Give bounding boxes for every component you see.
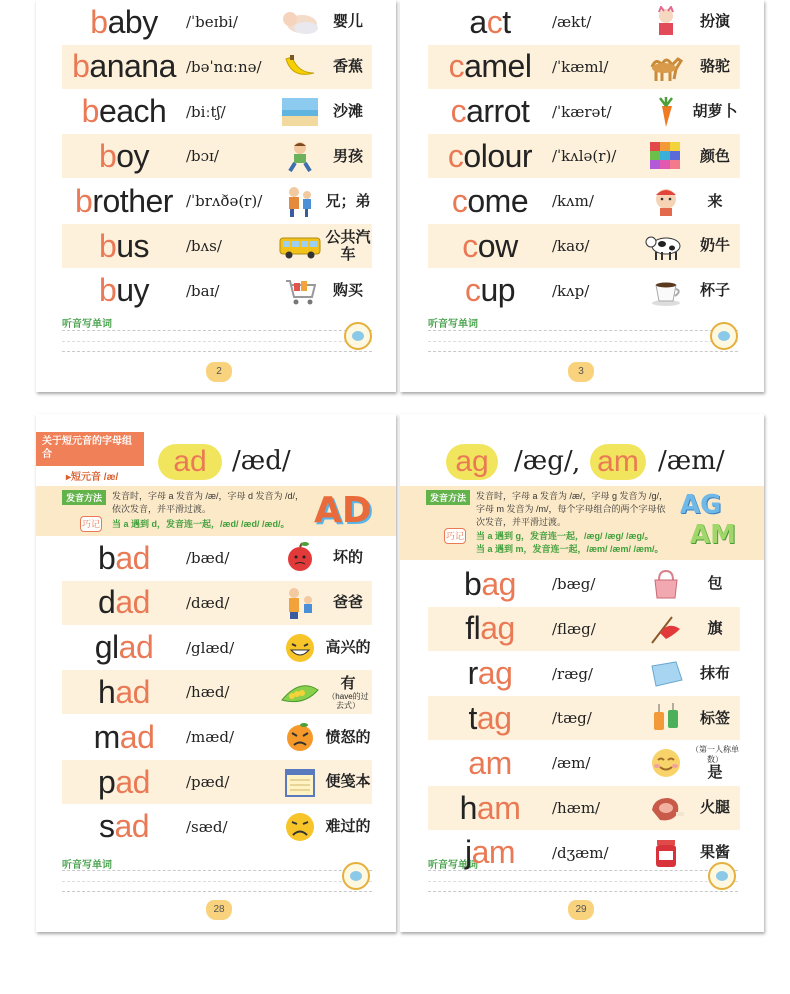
meaning-text: 男孩 [332, 147, 363, 165]
word-prefix: b [98, 539, 116, 576]
chinese-meaning [690, 665, 740, 682]
phonetic: /ˈkæml/ [552, 57, 609, 76]
word-suffix: rother [92, 182, 173, 219]
listen-write-label: 听音写单词 [428, 860, 478, 871]
phonetic: /bɔɪ/ [186, 147, 219, 166]
meaning-text: 旗 [707, 620, 723, 638]
meaning-text: 抹布 [699, 664, 730, 682]
meaning-text: 来 [707, 192, 723, 210]
word-highlight: ad [114, 808, 150, 845]
combo-phonetic-ag: /æg/ [514, 446, 573, 476]
chinese-meaning [324, 193, 372, 210]
word-suffix: arrot [466, 93, 530, 130]
phonetic: /ˈkærət/ [552, 102, 612, 121]
page-29 [400, 414, 764, 932]
meaning-text: 便笺本 [325, 773, 371, 791]
word-row [428, 269, 740, 313]
phonetic: /mæd/ [186, 728, 235, 747]
word-highlight: ad [115, 539, 150, 576]
word-prefix: p [98, 763, 116, 800]
meaning-text: 有 [340, 674, 356, 692]
phonetic: /ræg/ [552, 664, 593, 683]
chinese-meaning [690, 193, 740, 210]
word [62, 4, 186, 41]
word-highlight: am [471, 834, 516, 871]
ham-icon [642, 789, 690, 827]
method-text: 发音时，字母 a 发音为 /æ/，字母 d 发音为 /d/，依次发音，并平滑过渡。 [112, 491, 305, 514]
phonetic: /kaʊ/ [552, 237, 590, 255]
bus-icon [276, 227, 324, 265]
word-highlight: am [468, 744, 512, 781]
chinese-meaning [690, 148, 740, 165]
chinese-meaning [324, 818, 372, 835]
word-highlight: b [98, 272, 117, 309]
word [428, 610, 552, 647]
word-row [428, 90, 740, 134]
tip-icon: 巧记 [80, 516, 102, 532]
word-highlight: b [72, 48, 90, 85]
chinese-meaning [324, 639, 372, 656]
letter-combo-pill [158, 444, 222, 480]
word-row [428, 696, 740, 740]
word [62, 228, 186, 265]
word-row [62, 269, 372, 313]
chinese-meaning [690, 58, 740, 75]
meaning-text: 杯子 [699, 282, 730, 300]
meaning-text: 公共汽车 [325, 228, 371, 263]
phonetic: /ˈbeɪbi/ [186, 13, 238, 31]
word-highlight: b [90, 3, 108, 40]
boy-icon [276, 137, 324, 175]
phonetic: /flæg/ [552, 619, 596, 638]
chinese-meaning [324, 773, 372, 790]
am-bubble-letters: AM [690, 520, 736, 550]
word-row [62, 179, 372, 223]
word-suffix: olour [463, 137, 533, 174]
word-suffix: up [480, 272, 516, 309]
chinese-meaning [690, 13, 740, 30]
writing-lines [62, 870, 372, 892]
word-suffix: t [502, 3, 511, 40]
word-highlight: b [98, 137, 117, 174]
word-row [62, 670, 372, 714]
word-row [428, 607, 740, 651]
banana-icon [276, 48, 324, 86]
word-row [62, 626, 372, 670]
phonetic: /hæd/ [186, 683, 230, 702]
word-row [428, 562, 740, 606]
phonetic: /ˈkʌlə(r)/ [552, 147, 617, 166]
phonetic: /baɪ/ [186, 281, 220, 300]
word-highlight: b [81, 93, 99, 130]
chinese-meaning [690, 745, 740, 781]
word-suffix: ow [477, 227, 518, 264]
comma: , [572, 448, 581, 478]
combo-phonetic-am: /æm/ [658, 446, 725, 476]
page-number: 2 [206, 362, 232, 382]
letter-combo-pill-ag [446, 444, 498, 480]
phonetic: /kʌp/ [552, 281, 590, 300]
word-highlight: ad [115, 673, 150, 710]
cow-icon [642, 227, 690, 265]
combo-letters: am [597, 445, 639, 478]
meaning-note: （have的过去式） [327, 691, 369, 711]
word [62, 674, 186, 711]
meaning-text: 颜色 [699, 147, 730, 165]
combo-phonetic: /æd/ [232, 446, 291, 476]
chinese-meaning [690, 710, 740, 727]
brothers-icon [276, 182, 324, 220]
page-3 [400, 0, 764, 392]
word-highlight: c [464, 272, 481, 309]
rag-icon [642, 655, 690, 693]
word-row [62, 581, 372, 625]
word-row [62, 45, 372, 89]
word-highlight: am [476, 789, 521, 826]
chinese-meaning [324, 729, 372, 746]
word-prefix: gl [94, 629, 119, 666]
meaning-text: 火腿 [699, 799, 730, 817]
phonetic: /kʌm/ [552, 192, 594, 211]
word [428, 93, 552, 130]
word [428, 272, 552, 309]
word-suffix: amel [464, 48, 532, 85]
meaning-text: 包 [707, 575, 723, 593]
mascot-badge-icon [342, 862, 370, 890]
word-prefix: fl [465, 610, 481, 647]
word-row [62, 134, 372, 178]
word-row [428, 45, 740, 89]
meaning-text: 购买 [332, 282, 363, 300]
phonetic: /æm/ [552, 754, 591, 773]
meaning-text: 爸爸 [332, 594, 363, 612]
word [62, 183, 186, 220]
word [428, 566, 552, 603]
word-prefix: a [469, 3, 487, 40]
word [428, 228, 552, 265]
chinese-meaning [324, 103, 372, 120]
word-prefix: r [467, 655, 478, 692]
camel-icon [642, 48, 690, 86]
chinese-meaning [690, 237, 740, 254]
word-prefix: b [464, 565, 482, 602]
chinese-meaning [690, 799, 740, 816]
flag-icon [642, 610, 690, 648]
meaning-text: 扮演 [699, 13, 730, 31]
word [62, 764, 186, 801]
word-prefix: t [468, 699, 477, 736]
listen-write-label: 听音写单词 [62, 860, 112, 871]
word [62, 138, 186, 175]
phonetic: /pæd/ [186, 773, 230, 791]
word-highlight: c [448, 48, 465, 85]
page-2 [36, 0, 396, 392]
smile-face-icon [642, 744, 690, 782]
meaning-text: 难过的 [325, 818, 371, 836]
method-text: 发音时，字母 a 发音为 /æ/，字母 g 发音为 /g/，字母 m 发音为 /m/，每个字母组合的两个字母依次发音，并平滑过渡。 [476, 491, 669, 527]
mascot-badge-icon [344, 322, 372, 350]
writing-lines [428, 330, 738, 352]
combo-letters: ad [173, 445, 207, 478]
meaning-text: 兄；弟 [325, 192, 371, 210]
word-highlight: c [450, 93, 467, 130]
word [428, 834, 552, 871]
chinese-meaning [690, 620, 740, 637]
notepad-icon [276, 763, 324, 801]
word-suffix: uy [116, 272, 150, 309]
word [62, 48, 186, 85]
word [62, 808, 186, 845]
chinese-meaning [324, 13, 372, 30]
section-subtitle: ▸短元音 /æ/ [66, 472, 119, 483]
word-highlight: c [447, 137, 464, 174]
bag-icon [642, 565, 690, 603]
meaning-text: 婴儿 [332, 13, 363, 31]
sad-face-icon [276, 808, 324, 846]
word-suffix: ome [467, 182, 529, 219]
page-number: 29 [568, 900, 594, 920]
dad-icon [276, 584, 324, 622]
section-tag: 关于短元音的字母组合 [36, 432, 144, 466]
word-highlight: ag [477, 655, 513, 692]
tip-text-ag: 当 a 遇到 g，发音连一起，/æg/ /æg/ /æg/。 [476, 531, 654, 541]
page-number: 3 [568, 362, 594, 382]
word-highlight: ad [115, 584, 150, 621]
ad-bubble-letters: AD [314, 490, 372, 531]
phonetic: /glæd/ [186, 638, 235, 657]
word [62, 540, 186, 577]
word-suffix: oy [116, 137, 150, 174]
word-suffix: aby [107, 3, 158, 40]
word-highlight: ag [480, 610, 515, 647]
word-prefix: h [459, 789, 477, 826]
word-highlight: b [75, 182, 93, 219]
listen-write-label: 听音写单词 [62, 319, 112, 330]
word-row [428, 224, 740, 268]
listen-write-label: 听音写单词 [428, 319, 478, 330]
word [62, 272, 186, 309]
meaning-text: 是 [707, 763, 723, 781]
word-suffix: anana [89, 48, 176, 85]
phonetic: /ækt/ [552, 13, 592, 31]
word-row [62, 760, 372, 804]
word-suffix: each [98, 93, 167, 130]
word-highlight: ag [476, 699, 512, 736]
method-label: 发音方法 [62, 490, 106, 505]
cup-icon [642, 272, 690, 310]
page-28 [36, 414, 396, 932]
word-highlight: c [462, 227, 478, 264]
word [428, 138, 552, 175]
word-row [62, 224, 372, 268]
word-highlight: ad [115, 763, 150, 800]
phonetic: /bæd/ [186, 549, 230, 567]
actor-icon [642, 3, 690, 41]
chinese-meaning [324, 594, 372, 611]
word [428, 700, 552, 737]
chinese-meaning [690, 575, 740, 592]
word-row [428, 786, 740, 830]
bad-apple-icon [276, 539, 324, 577]
word-row [62, 715, 372, 759]
baby-icon [276, 3, 324, 41]
word [428, 790, 552, 827]
word [62, 584, 186, 621]
angry-orange-icon [276, 718, 324, 756]
chinese-meaning [690, 282, 740, 299]
word-row [62, 536, 372, 580]
carrot-icon [642, 93, 690, 131]
tip-icon: 巧记 [444, 528, 466, 544]
word [428, 745, 552, 782]
meaning-text: 坏的 [332, 549, 363, 567]
word-row [428, 179, 740, 223]
meaning-text: 标签 [699, 709, 730, 727]
chinese-meaning [690, 844, 740, 861]
chinese-meaning [324, 229, 372, 264]
word-highlight: ad [118, 629, 154, 666]
phonetic: /dʒæm/ [552, 843, 609, 862]
word-highlight: ad [119, 718, 155, 755]
word-prefix: m [93, 718, 120, 755]
phonetic: /hæm/ [552, 799, 601, 817]
word-prefix: d [98, 584, 116, 621]
waving-kid-icon [642, 182, 690, 220]
colour-squares-icon [642, 137, 690, 175]
word-row [428, 741, 740, 785]
meaning-text: 奶牛 [699, 237, 730, 255]
word-row [428, 134, 740, 178]
chinese-meaning [324, 675, 372, 711]
shopping-cart-icon [276, 272, 324, 310]
phonetic: /biːtʃ/ [186, 102, 226, 121]
meaning-text: 果酱 [699, 844, 730, 862]
tip-text-am: 当 a 遇到 m，发音连一起，/æm/ /æm/ /æm/。 [476, 544, 664, 554]
phonetic: /dæd/ [186, 593, 230, 612]
word-highlight: b [98, 227, 117, 264]
meaning-text: 愤怒的 [325, 728, 371, 746]
word [428, 4, 552, 41]
combo-letters: ag [455, 445, 489, 478]
meaning-text: 沙滩 [332, 102, 363, 120]
chinese-meaning [690, 103, 740, 120]
chinese-meaning [324, 58, 372, 75]
word [62, 93, 186, 130]
phonetic: /ˈbrʌðə(r)/ [186, 192, 263, 211]
caterpillar-icon [276, 673, 324, 711]
letter-combo-pill-am [590, 444, 646, 480]
word-prefix: j [464, 834, 472, 871]
chinese-meaning [324, 549, 372, 566]
phonetic: /bæg/ [552, 575, 596, 593]
word [428, 655, 552, 692]
beach-icon [276, 93, 324, 131]
tip-text: 当 a 遇到 d，发音连一起，/æd/ /æd/ /æd/。 [112, 519, 290, 529]
meaning-text: 高兴的 [325, 638, 371, 656]
word [62, 719, 186, 756]
word [62, 629, 186, 666]
word-row [62, 90, 372, 134]
happy-face-icon [276, 629, 324, 667]
word-highlight: c [451, 182, 468, 219]
chinese-meaning [324, 148, 372, 165]
jam-jar-icon [642, 834, 690, 872]
word-row [428, 652, 740, 696]
word [428, 48, 552, 85]
word-row [62, 0, 372, 44]
word-highlight: c [486, 3, 503, 40]
phonetic: /tæg/ [552, 709, 592, 728]
writing-lines [62, 330, 372, 352]
tag-icon [642, 699, 690, 737]
phonetic: /sæd/ [186, 817, 228, 836]
method-label: 发音方法 [426, 490, 470, 505]
ag-bubble-letters: AG [680, 490, 722, 520]
word-prefix: h [98, 673, 116, 710]
word-row [428, 0, 740, 44]
meaning-text: 香蕉 [332, 58, 363, 76]
phonetic: /bəˈnɑːnə/ [186, 57, 262, 76]
word-row [62, 805, 372, 849]
word-prefix: s [98, 808, 115, 845]
meaning-text: 胡萝卜 [692, 102, 738, 120]
meaning-text: 骆驼 [699, 58, 730, 76]
page-number: 28 [206, 900, 232, 920]
mascot-badge-icon [710, 322, 738, 350]
word-highlight: ag [481, 565, 516, 602]
phonetic: /bʌs/ [186, 237, 222, 255]
chinese-meaning [324, 282, 372, 299]
word [428, 183, 552, 220]
word-row [428, 831, 740, 875]
meaning-note: （第一人称单数） [691, 745, 739, 764]
word-suffix: us [116, 227, 150, 264]
